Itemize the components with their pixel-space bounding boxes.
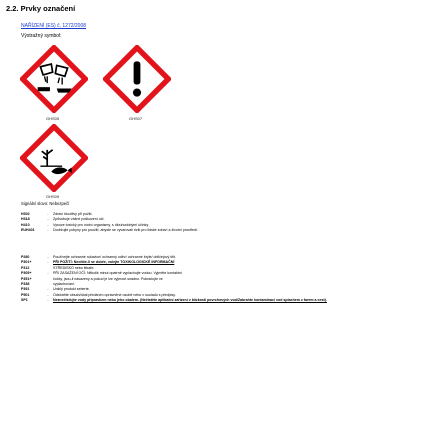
regulation-link[interactable]: NAŘÍZENÍ (ES) č. 1272/2008 (21, 23, 87, 29)
p-code: P301+ (21, 260, 32, 265)
exclamation-icon (103, 45, 171, 113)
h-text: Vysoce toxický pro vodní organismy, s dlouhodobými účinky. (53, 222, 150, 227)
h-code: H410 (21, 222, 30, 227)
h-code: EUH401 (21, 228, 35, 233)
precaution-row: P391 - Uniklý produkt seberte. (21, 287, 431, 291)
h-code: H302 (21, 212, 30, 216)
precaution-row: P280 - Používejte ochranné rukavice/ ochranný oděv/ ochranné brýle/ obličejový štít. (21, 255, 431, 259)
pictogram-code: GHS09 (46, 194, 60, 199)
h-code: H318 (21, 217, 30, 222)
p-text: Odstraňte obsah/obal předáním oprávněné osobě nebo v souladu s předpisy. (53, 292, 176, 297)
pictogram-label: Výstražný symbol: (21, 33, 62, 39)
p-text: čočky, jsou-li nasazeny a pokud je lze vyjmout snadno. Pokračujte ve (53, 276, 163, 281)
pictogram-code: GHS07 (129, 116, 143, 121)
h-text: Způsobuje vážné poškození očí. (53, 217, 105, 222)
pictogram-code: GHS05 (46, 116, 60, 121)
p-text: PŘI POŽITÍ: Necítíte-li se dobře, volejte TOXIKOLOGICKÉ INFORMAČNÍ (53, 260, 175, 265)
p-code: P351+ (21, 276, 32, 281)
p-text: vyplachování. (53, 281, 75, 286)
precaution-row (21, 266, 431, 270)
precaution-row (21, 277, 431, 281)
hazard-statements (21, 212, 431, 234)
p-text: PŘI ZASAŽENÍ OČÍ: Několik minut opatrně vyplachujte vodou. Vyjměte kontaktní (53, 271, 182, 276)
p-code: P305+ (21, 271, 32, 276)
precaution-row: P301+ - PŘI POŽITÍ: Necítíte-li se dobře, volejte TOXIKOLOGICKÉ INFORMAČNÍ (21, 260, 431, 264)
h-text: Dodržujte pokyny pro použití, abyste se vyvarovali rizik pro lidské zdraví a životní prostředí. (53, 228, 199, 233)
precaution-row (21, 282, 431, 286)
p-code: P501 (21, 292, 30, 297)
p-text: Uniklý produkt seberte. (53, 287, 90, 292)
corrosion-icon (20, 45, 88, 113)
precautionary-statements (21, 255, 431, 304)
precaution-row: SP1 - Neznečisťujte vody přípravkem nebo jeho obalem. (Nečistěte aplikační zařízení v blízkosti povrchových vod/Zabraňte kontaminaci vod splachem z farem a cest). (21, 298, 431, 302)
precaution-row: P501 - Odstraňte obsah/obal předáním oprávněné osobě nebo v souladu s předpisy. (21, 293, 431, 297)
h-text: Zdraví škodlivý při požití. (53, 212, 93, 216)
signal-word: Signální slovo: Nebezpečí (21, 201, 70, 206)
hazard-row: H410 - Vysoce toxický pro vodní organismy, s dlouhodobými účinky. (21, 223, 431, 227)
environment-icon (20, 124, 88, 192)
p-code: P280 (21, 255, 30, 259)
section-title: 2.2. Prvky označení (6, 4, 76, 13)
p-code: P391 (21, 287, 30, 292)
p-code: P312 (21, 265, 30, 270)
p-code: SP1 (21, 298, 28, 303)
p-text: Používejte ochranné rukavice/ ochranný oděv/ ochranné brýle/ obličejový štít. (53, 255, 177, 259)
p-text: Neznečisťujte vody přípravkem nebo jeho obalem. (Nečistěte aplikační zařízení v blízkosti povrchových vod/Zabraňte kontaminaci vod splachem z farem a cest). (53, 298, 327, 303)
precaution-row: P305+ - PŘI ZASAŽENÍ OČÍ: Několik minut opatrně vyplachujte vodou. Vyjměte kontaktní (21, 271, 431, 275)
p-text: STŘEDISKO nebo lékaře. (53, 265, 95, 270)
hazard-row: H302 - Zdraví škodlivý při požití. (21, 212, 431, 216)
p-code: P338 (21, 281, 30, 286)
hazard-row: H318 - Způsobuje vážné poškození očí. (21, 217, 431, 221)
hazard-row: EUH401 - Dodržujte pokyny pro použití, abyste se vyvarovali rizik pro lidské zdraví a životní prostředí. (21, 228, 431, 232)
